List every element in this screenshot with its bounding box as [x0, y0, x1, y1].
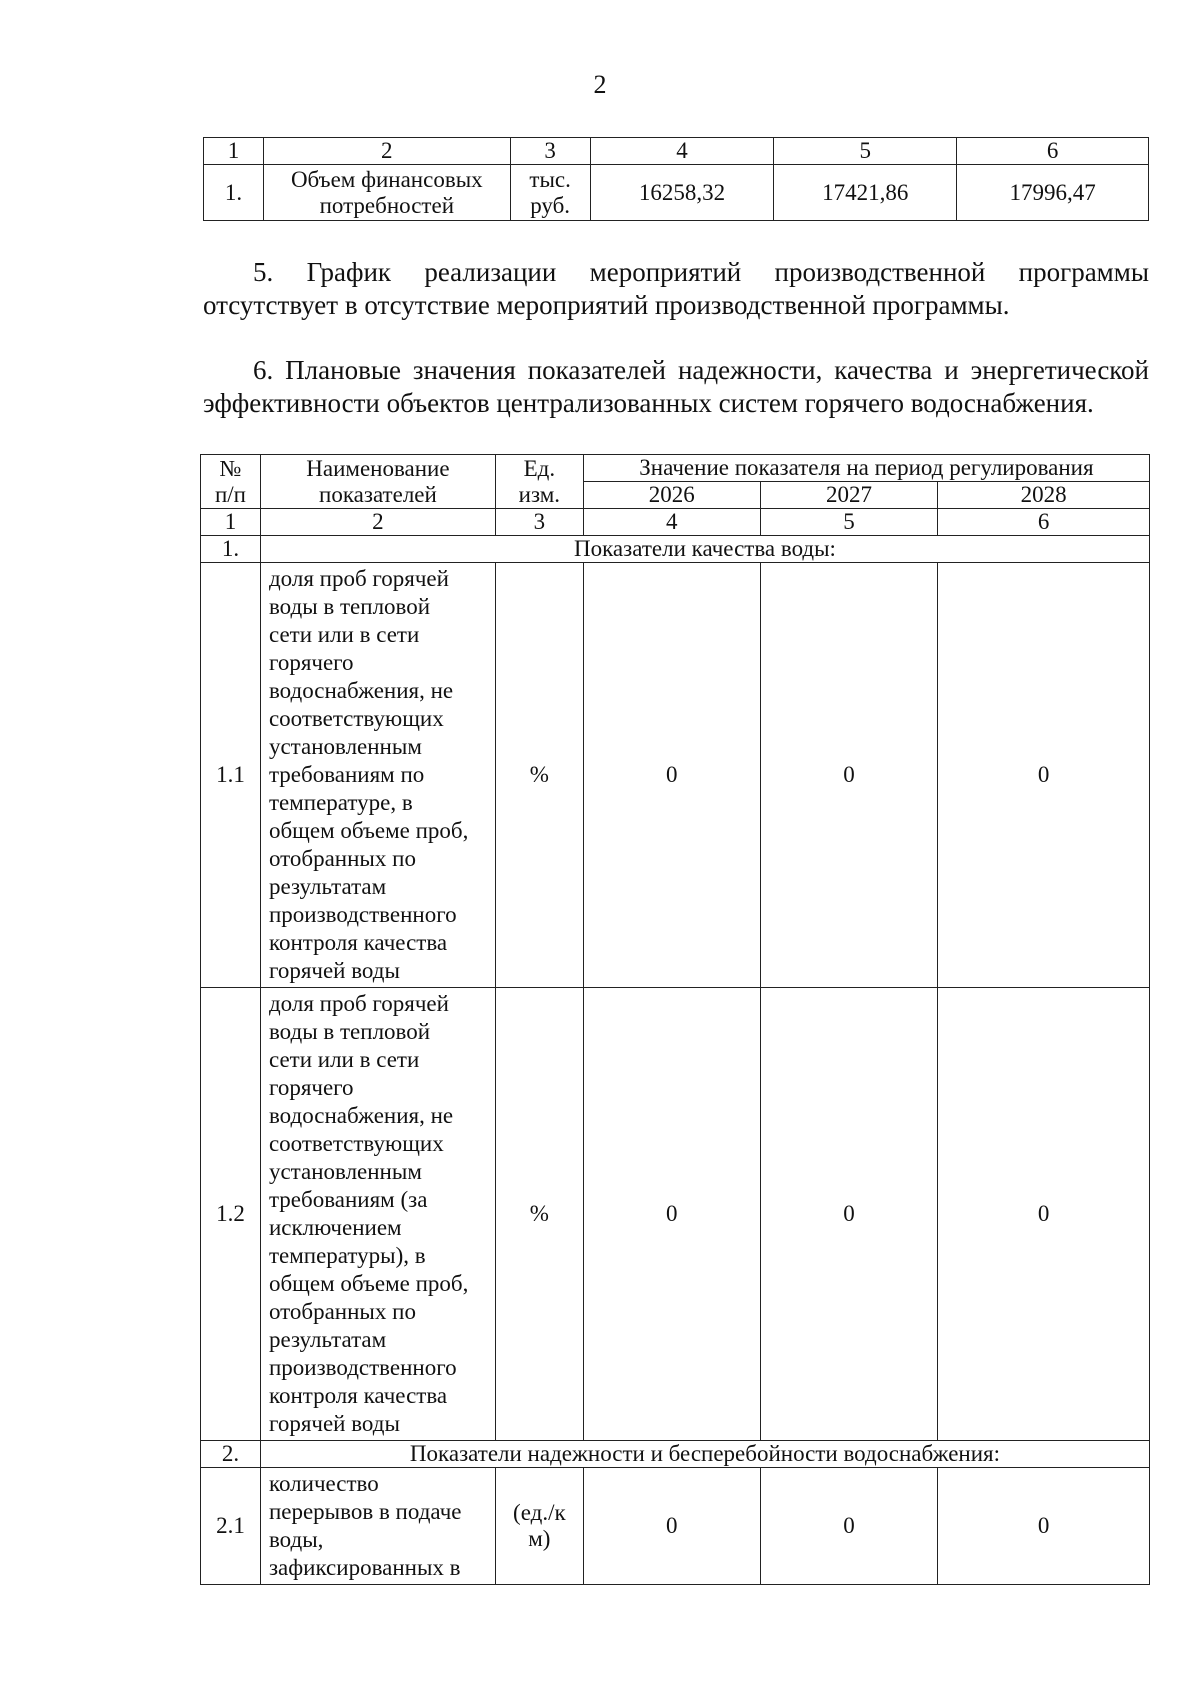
indicator-row-1-1 [201, 563, 1150, 988]
name-line: воды, [268, 1527, 324, 1552]
section-title: Показатели надежности и бесперебойности водоснабжения: [260, 1441, 1149, 1468]
name-line: производственного [268, 902, 457, 927]
name-line: зафиксированных в [268, 1555, 461, 1580]
name-line: перерывов в подаче [268, 1499, 462, 1524]
name-line: результатам [268, 1327, 387, 1352]
row-num: 1.1 [201, 563, 261, 988]
name-line: общем объеме проб, [268, 1271, 469, 1296]
paragraph-5 [203, 256, 1149, 322]
indicators-table [200, 454, 1150, 1585]
finance-row-name [263, 165, 510, 221]
name-line: общем объеме проб, [268, 818, 469, 843]
name-line: требованиям (за [268, 1187, 428, 1212]
finance-row-name-line: Объем финансовых [290, 166, 483, 192]
finance-header-cell: 3 [510, 138, 590, 165]
header-name-line: показателей [319, 481, 437, 507]
finance-row-unit-line: руб. [530, 192, 571, 218]
paragraph-6-text: 6. Плановые значения показателей надежности, качества и энергетической эффективности объектов централизованных систем горячего водоснабжения. [203, 355, 1149, 418]
name-line: исключением [268, 1215, 402, 1240]
section-row-1 [201, 536, 1150, 563]
section-title: Показатели качества воды: [260, 536, 1149, 563]
indicators-colnum-row [201, 509, 1150, 536]
name-line: контроля качества [268, 930, 448, 955]
unit-line: м) [528, 1526, 551, 1551]
name-line: горячей воды [268, 1411, 400, 1436]
row-value-2027: 0 [760, 1468, 938, 1585]
row-unit: % [495, 563, 583, 988]
section-num: 2. [201, 1441, 261, 1468]
name-line: температуре, в [268, 790, 413, 815]
name-line: горячего [268, 650, 354, 675]
row-value-2026: 0 [583, 1468, 760, 1585]
name-line: количество [268, 1471, 379, 1496]
name-line: отобранных по [268, 846, 416, 871]
name-line: температуры), в [268, 1243, 426, 1268]
name-line: воды в тепловой [268, 1019, 431, 1044]
header-unit [495, 455, 583, 509]
row-value-2028: 0 [938, 1468, 1150, 1585]
colnum-cell: 6 [938, 509, 1150, 536]
name-line: требованиям по [268, 762, 425, 787]
finance-row-unit-line: тыс. [529, 166, 571, 192]
finance-header-cell: 4 [590, 138, 774, 165]
finance-value-2027: 17421,86 [774, 165, 957, 221]
row-value-2026: 0 [583, 563, 760, 988]
colnum-cell: 5 [760, 509, 938, 536]
indicators-header-row [201, 455, 1150, 482]
header-name-line: Наименование [306, 455, 450, 481]
header-unit-line: изм. [518, 481, 561, 507]
name-line: доля проб горячей [268, 566, 449, 591]
finance-header-cell: 1 [204, 138, 264, 165]
name-line: горячего [268, 1075, 354, 1100]
finance-header-cell: 5 [774, 138, 957, 165]
header-unit-line: Ед. [523, 455, 556, 481]
row-value-2026: 0 [583, 988, 760, 1441]
row-unit: % [495, 988, 583, 1441]
row-name [260, 988, 495, 1441]
paragraph-6 [203, 354, 1149, 420]
name-line: сети или в сети [268, 622, 420, 647]
row-name [260, 563, 495, 988]
finance-row-num: 1. [204, 165, 264, 221]
finance-header-cell: 6 [957, 138, 1149, 165]
header-year-2027: 2027 [760, 482, 938, 509]
section-num: 1. [201, 536, 261, 563]
row-value-2027: 0 [760, 988, 938, 1441]
colnum-cell: 1 [201, 509, 261, 536]
finance-row [204, 165, 1149, 221]
name-line: контроля качества [268, 1383, 448, 1408]
section-row-2 [201, 1441, 1150, 1468]
row-value-2028: 0 [938, 563, 1150, 988]
name-line: горячей воды [268, 958, 400, 983]
header-num-line: № [219, 455, 242, 481]
header-period: Значение показателя на период регулирования [583, 455, 1149, 482]
header-num [201, 455, 261, 509]
page-number: 2 [593, 70, 607, 99]
unit-line: (ед./к [513, 1500, 566, 1525]
name-line: соответствующих [268, 706, 444, 731]
row-name [260, 1468, 495, 1585]
colnum-cell: 2 [260, 509, 495, 536]
name-line: отобранных по [268, 1299, 416, 1324]
colnum-cell: 4 [583, 509, 760, 536]
finance-value-2028: 17996,47 [957, 165, 1149, 221]
header-num-line: п/п [214, 481, 246, 507]
name-line: доля проб горячей [268, 991, 449, 1016]
name-line: результатам [268, 874, 387, 899]
finance-header-row [204, 138, 1149, 165]
row-num: 1.2 [201, 988, 261, 1441]
name-line: воды в тепловой [268, 594, 431, 619]
name-line: установленным [268, 1159, 422, 1184]
row-num: 2.1 [201, 1468, 261, 1585]
finance-table [203, 137, 1149, 221]
name-line: производственного [268, 1355, 457, 1380]
name-line: соответствующих [268, 1131, 444, 1156]
row-unit [495, 1468, 583, 1585]
indicator-row-2-1 [201, 1468, 1150, 1585]
finance-value-2026: 16258,32 [590, 165, 774, 221]
row-value-2028: 0 [938, 988, 1150, 1441]
finance-header-cell: 2 [263, 138, 510, 165]
paragraph-5-text: 5. График реализации мероприятий производственной программы отсутствует в отсутствие мероприятий производственной программы. [203, 257, 1149, 320]
header-name [260, 455, 495, 509]
name-line: сети или в сети [268, 1047, 420, 1072]
header-year-2026: 2026 [583, 482, 760, 509]
finance-row-unit [510, 165, 590, 221]
indicator-row-1-2 [201, 988, 1150, 1441]
name-line: водоснабжения, не [268, 678, 454, 703]
finance-row-name-line: потребностей [319, 192, 454, 218]
name-line: водоснабжения, не [268, 1103, 454, 1128]
row-value-2027: 0 [760, 563, 938, 988]
header-year-2028: 2028 [938, 482, 1150, 509]
name-line: установленным [268, 734, 422, 759]
colnum-cell: 3 [495, 509, 583, 536]
